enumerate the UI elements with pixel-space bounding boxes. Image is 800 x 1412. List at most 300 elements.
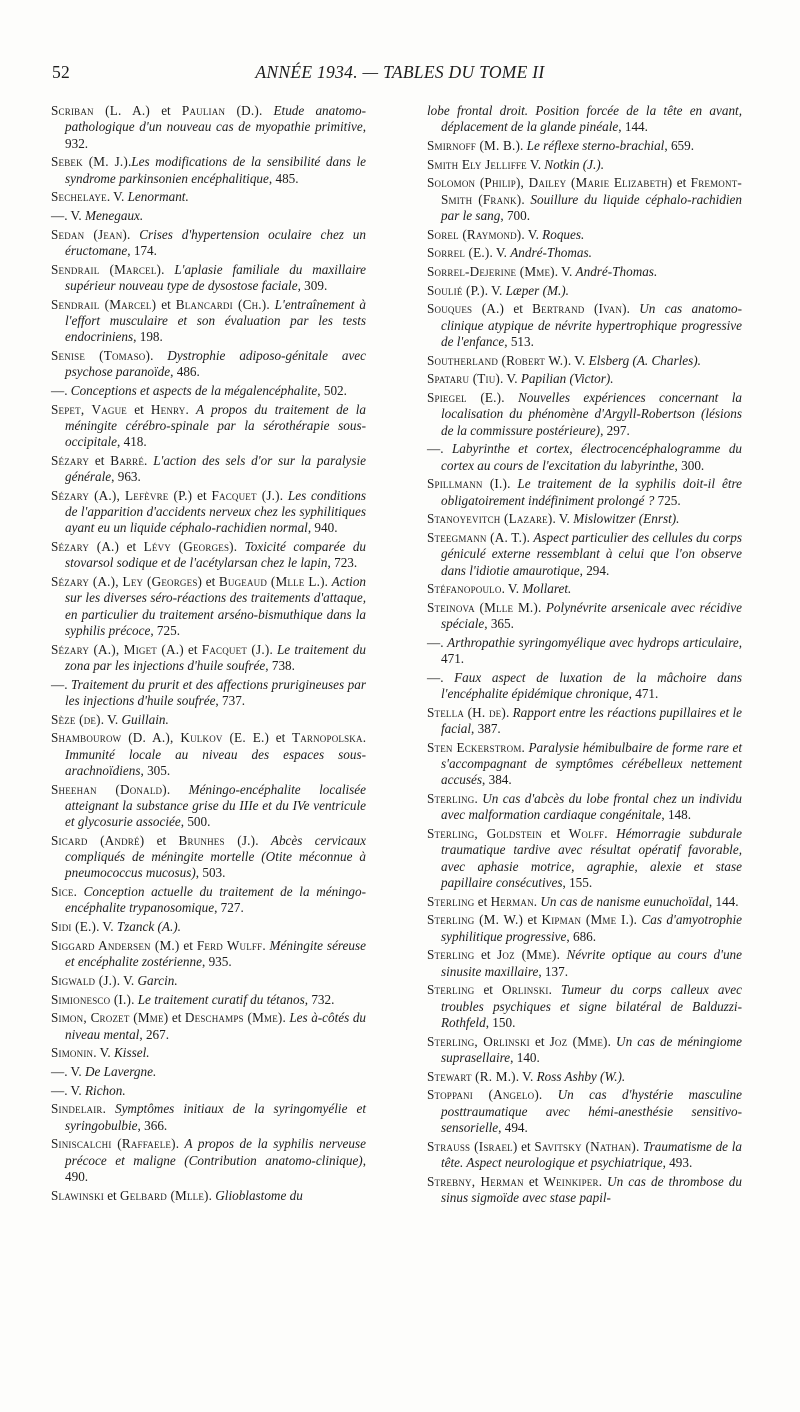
entry-text: , 700.	[500, 207, 531, 223]
index-column-right	[427, 103, 742, 1209]
entry-text: .	[635, 1138, 643, 1154]
index-entry	[427, 530, 742, 579]
index-entry	[51, 574, 366, 639]
entry-text: , 490.	[65, 1152, 366, 1184]
entry-text: .	[626, 301, 640, 317]
entry-text: .	[127, 226, 140, 242]
entry-text: et	[89, 452, 111, 468]
article-title: Polynévrite arsenicale avec récidive spéciale	[441, 599, 742, 632]
author-name: Sézary (A.), Lefèvre (P.)	[51, 487, 193, 503]
entry-text: .	[166, 781, 189, 797]
index-entry	[427, 1069, 742, 1085]
index-entry	[51, 1083, 366, 1099]
index-entry	[51, 208, 366, 224]
article-title: Tzanck (A.).	[116, 919, 181, 935]
entry-text: —. V.	[51, 1063, 85, 1079]
author-name: Sechelaye	[51, 189, 107, 205]
index-entry	[427, 826, 742, 891]
entry-text: .	[255, 832, 271, 848]
entry-text: , 502.	[317, 382, 347, 398]
author-name: Sterling	[427, 982, 475, 998]
article-title: Abcès cervicaux compliqués de méningite mortelle (Otite méconnue à pneumococcus mucosus)	[65, 832, 366, 881]
index-entry	[51, 938, 366, 971]
author-name: Lévy (Georges)	[143, 539, 234, 555]
article-title: Lenormant.	[127, 189, 189, 205]
index-entry	[51, 1045, 366, 1061]
author-name: Soulié (P.)	[427, 282, 485, 298]
entry-text: , 940.	[307, 520, 338, 536]
index-entry	[427, 301, 742, 350]
entry-text: et	[672, 175, 691, 191]
index-entry	[51, 189, 366, 205]
index-entry	[51, 262, 366, 295]
article-title: Les à-côtés du niveau mental	[65, 1010, 367, 1042]
entry-text: , 485.	[268, 170, 299, 186]
entry-text: , 150.	[485, 1014, 516, 1030]
entry-text: , 267.	[139, 1026, 170, 1042]
entry-text: , 137.	[538, 963, 568, 979]
article-title: Le traitement du zona par les injections d'huile soufrée	[65, 641, 366, 673]
entry-text: .	[269, 641, 277, 657]
entry-text: , 294.	[579, 562, 610, 578]
index-entry	[427, 353, 742, 369]
article-title: Læper (M.).	[505, 282, 569, 298]
index-entry	[51, 1064, 366, 1080]
index-entry	[51, 919, 366, 935]
article-title: Les modifications de la sensibilité dans le syndrome parkinsonien encéphalitique	[65, 154, 366, 186]
author-name: Sindelair	[51, 1101, 103, 1117]
entry-text: et	[183, 641, 202, 657]
entry-text: . V.	[521, 226, 543, 242]
article-title: Arthropathie syringomyélique avec hydrops articulaire	[447, 634, 739, 650]
entry-text: .	[507, 476, 518, 492]
entry-text: .	[73, 884, 84, 900]
author-name: Steinova (Mlle M.)	[427, 599, 538, 615]
entry-text: , 471.	[441, 634, 742, 667]
index-entry	[427, 982, 742, 1031]
entry-text: et	[474, 947, 498, 963]
index-column-left	[51, 103, 366, 1206]
article-title: Roques.	[542, 226, 585, 242]
author-name: Brunhes (J.)	[178, 832, 256, 848]
entry-text: .	[537, 599, 546, 615]
article-title: Garcin.	[137, 972, 178, 988]
article-title: Méningite séreuse et encéphalite zostérienne	[65, 937, 366, 970]
entry-text: , 309.	[297, 277, 328, 293]
article-title: Un cas de thrombose du sinus sigmoïde avec stase papil-	[441, 1173, 742, 1205]
entry-text: .	[604, 826, 617, 842]
entry-text: , 725.	[150, 622, 180, 638]
article-title: Labyrinthe et cortex, électrocencéphalogramme du cortex au cours de l'excitation du labyrinthe	[441, 441, 743, 473]
index-entry	[427, 600, 742, 633]
author-name: Sterling	[427, 893, 475, 909]
index-entry	[427, 511, 742, 527]
entry-text: , 486.	[170, 364, 200, 380]
entry-text: et	[517, 1138, 535, 1154]
index-entry	[51, 488, 366, 537]
entry-text: . V.	[106, 189, 128, 205]
index-entry	[427, 1139, 742, 1172]
author-name: Spataru (Tiu)	[427, 371, 501, 387]
author-name: Facquet (J.)	[211, 487, 280, 503]
entry-text: et	[149, 103, 182, 118]
author-name: Simionesco (I.)	[51, 991, 132, 1007]
entry-text: , 494.	[498, 1119, 528, 1135]
author-name: Sicard (André)	[51, 832, 145, 848]
entry-text: , 727.	[214, 900, 244, 916]
article-title: André-Thomas.	[575, 264, 658, 280]
index-entry	[427, 138, 742, 154]
entry-text: et	[504, 301, 533, 317]
article-title: Kissel.	[114, 1045, 150, 1061]
running-title: ANNÉE 1934. — TABLES DU TOME II	[255, 62, 545, 82]
entry-text: et	[202, 574, 219, 590]
index-entry	[427, 912, 742, 945]
entry-text: . V.	[484, 282, 506, 298]
author-name: Sèze (de)	[51, 711, 101, 727]
author-name: Sidi (E.)	[51, 919, 97, 935]
entry-text: , 155.	[562, 875, 593, 891]
article-title: Richon.	[84, 1082, 126, 1098]
entry-text: et	[192, 487, 212, 503]
index-entry	[51, 402, 366, 451]
author-name: Sepet, Vague	[51, 401, 128, 417]
entry-text: , 659.	[664, 137, 695, 153]
entry-text: , 737.	[215, 692, 246, 708]
index-entry	[427, 283, 742, 299]
article-title: Le réflexe sterno-brachial	[526, 137, 665, 153]
index-entry	[427, 476, 742, 509]
article-title: Un cas d'abcès du lobe frontal chez un individu avec malformation cardiaque congénitale	[441, 791, 742, 823]
entry-text: .	[102, 1101, 115, 1117]
article-title: Papilian (Victor).	[520, 371, 614, 387]
author-name: Smirnoff (M. B.)	[427, 137, 521, 153]
index-entry	[51, 712, 366, 728]
entry-text: —.	[51, 382, 71, 398]
index-entry	[427, 740, 742, 789]
author-name: Sézary (A.)	[51, 539, 120, 555]
author-name: Fremont-Smith (Frank)	[441, 175, 742, 207]
entry-text: , 174.	[127, 242, 157, 258]
entry-text: .	[144, 452, 154, 468]
index-entry	[51, 539, 366, 572]
author-name: Stella (H. de)	[427, 704, 506, 720]
index-entry	[427, 103, 742, 136]
index-entry	[51, 642, 366, 675]
author-name: Stéfanopoulo	[427, 581, 502, 597]
article-title: Un cas anatomo-clinique atypique de névrite hypertrophique progressive de l'enfance	[441, 301, 742, 349]
entry-text: , 366.	[137, 1117, 168, 1133]
author-name: Barré	[110, 452, 145, 468]
entry-text: .	[633, 912, 642, 928]
entry-text: , 503.	[195, 865, 226, 881]
author-name: Solomon (Philip), Dailey (Marie Elizabeth)	[427, 175, 673, 191]
author-name: Sorel (Raymond)	[427, 226, 522, 242]
entry-text: . V.	[567, 352, 589, 368]
entry-text: et	[119, 539, 144, 555]
article-title: Traitement du prurit et des affections prurigineuses par les injections d'huile soufrée	[65, 676, 367, 708]
entry-text: , 387.	[471, 721, 501, 737]
article-title: Rapport entre les réactions pupillaires et le facial	[441, 704, 742, 737]
index-entry	[427, 1034, 742, 1067]
entry-text: , 384.	[482, 772, 512, 788]
article-title: Toxicité comparée du stovarsol sodique et de l'acétylarsan chez le lapin	[65, 539, 367, 571]
author-name: Wolff	[568, 826, 605, 842]
entry-text: —. V.	[51, 1082, 85, 1098]
article-title: Méningo-encéphalite localisée atteignant la substance grise du IIIe et du IVe ventricule et glycosurie associée	[65, 781, 366, 830]
entry-text: V.	[526, 156, 545, 172]
article-title: Guillain.	[121, 711, 169, 727]
article-title: L'action des sels d'or sur la paralysie générale	[65, 452, 366, 485]
entry-text: .	[556, 947, 567, 963]
index-entry	[427, 441, 742, 474]
index-entry	[427, 1087, 742, 1136]
article-title: Mislowitzer (Enrst).	[573, 511, 680, 527]
article-title: Aspect particulier des cellules du corps géniculé externe ressemblant à celui que l'on observe dans l'idiotie amaurotique	[441, 529, 742, 578]
entry-text: et	[474, 982, 502, 998]
author-name: Joz (Mme)	[549, 1033, 608, 1049]
article-title: Immunité locale au niveau des espaces sous-arachnoïdiens	[65, 746, 366, 778]
author-name: Tarnopolska	[291, 730, 363, 746]
entry-text: .	[262, 937, 270, 953]
author-name: Sendrail (Marcel)	[51, 261, 162, 277]
entry-text: .	[161, 261, 175, 277]
author-name: Facquet (J.)	[201, 641, 270, 657]
entry-text: .	[362, 730, 366, 746]
author-name: Sebek (M. J.)	[51, 154, 128, 170]
index-entry	[427, 635, 742, 668]
article-title: Paralysie hémibulbaire de forme rare et s'accompagnant de symptômes cérébelleux nettement accusés	[441, 739, 743, 788]
index-entry	[51, 227, 366, 260]
entry-text: , 300.	[674, 457, 705, 473]
entry-text: , 723.	[327, 555, 358, 571]
entry-text: .	[131, 991, 138, 1007]
author-name: Kipman (Mme I.)	[541, 912, 634, 928]
entry-text: . V.	[93, 1045, 115, 1061]
author-name: Sterling, Goldstein	[427, 826, 543, 842]
index-entry	[51, 297, 366, 346]
index-entry	[51, 1010, 366, 1043]
entry-text: .	[279, 487, 288, 503]
entry-text: .	[548, 982, 561, 998]
author-name: Simon, Crozet (Mme)	[51, 1010, 169, 1026]
entry-text: —.	[51, 676, 72, 692]
article-title: Hémorragie subdurale traumatique tardive avec résultat opératif favorable, avec aphasie motrice, agraphie, alexie et stase papillaire consécutives	[441, 826, 742, 891]
entry-text: . V.	[96, 919, 117, 935]
index-entry	[51, 677, 366, 710]
author-name: Sorrel-Dejerine (Mme)	[427, 264, 555, 280]
running-header	[52, 62, 748, 88]
article-title: Ross Ashby (W.).	[536, 1068, 626, 1084]
author-name: Strebny, Herman	[427, 1173, 524, 1189]
author-name: Slawinski	[51, 1187, 104, 1203]
article-title: De Lavergne.	[84, 1063, 157, 1079]
article-title: L'entraînement à l'effort musculaire et son évaluation par les tests endocriniens	[65, 296, 366, 345]
entry-text: et	[156, 296, 176, 312]
author-name: Stewart (R. M.)	[427, 1068, 516, 1084]
index-entry	[427, 581, 742, 597]
article-title: A propos du traitement de la méningite cérébro-spinale par la sérothérapie sous-occipitale	[65, 401, 366, 450]
author-name: Scriban (L. A.)	[51, 103, 150, 118]
author-name: Southerland (Robert W.)	[427, 352, 568, 368]
index-entry	[51, 383, 366, 399]
author-name: Sézary (A.), Ley (Georges)	[51, 574, 203, 590]
entry-text: —.	[427, 669, 455, 685]
author-name: Shambourow (D. A.), Kulkov (E. E.)	[51, 730, 270, 746]
entry-text: et	[523, 912, 542, 928]
index-entry	[427, 1174, 742, 1207]
entry-text: .	[128, 154, 132, 170]
article-title: Nouvelles expériences concernant la localisation du phénomène d'Argyll-Robertson (lésions de la commissure postérieure)	[441, 390, 742, 438]
index-entry	[51, 782, 366, 831]
entry-text: . V.	[501, 581, 523, 597]
index-entry	[427, 227, 742, 243]
article-title: Conception actuelle du traitement de la méningo-encéphalite trypanosomique	[65, 884, 367, 916]
article-title: Notkin (J.).	[544, 156, 604, 172]
author-name: Spillmann (I.)	[427, 476, 508, 492]
entry-text: , 732.	[304, 991, 335, 1007]
entry-text: .	[150, 347, 168, 363]
entry-text: , 963.	[111, 469, 141, 485]
author-name: Bugeaud (Mlle L.)	[218, 574, 325, 590]
entry-text: .	[501, 390, 518, 406]
entry-text: et	[144, 832, 179, 848]
entry-text: .	[185, 401, 196, 417]
entry-text: .	[598, 1173, 608, 1189]
article-title: Crises d'hypertension oculaire chez un éructomane	[65, 226, 366, 258]
author-name: Sterling, Orlinski	[427, 1033, 530, 1049]
author-name: Steegmann (A. T.)	[427, 529, 527, 545]
index-entry	[427, 390, 742, 439]
index-entry	[427, 894, 742, 910]
author-name: Simonin	[51, 1045, 94, 1061]
entry-text: .	[258, 103, 274, 118]
article-title: Faux aspect de luxation de la mâchoire dans l'encéphalite épidémique chronique	[441, 669, 742, 702]
index-entry	[51, 453, 366, 486]
entry-text: , 198.	[133, 329, 163, 345]
entry-text: et	[127, 401, 151, 417]
author-name: Souques (A.)	[427, 301, 505, 317]
article-title: Dystrophie adiposo-génitale avec psychose paranoïde	[65, 347, 367, 380]
author-name: Blancardi (Ch.)	[175, 296, 267, 312]
entry-text: 725.	[654, 492, 681, 508]
entry-text: —. V.	[51, 207, 85, 223]
entry-text: .	[538, 1087, 558, 1103]
author-name: Savitsky (Nathan)	[534, 1138, 636, 1154]
index-entry	[51, 154, 366, 187]
entry-text: et	[523, 1173, 544, 1189]
index-entry	[51, 1136, 366, 1185]
page-number: 52	[52, 62, 71, 82]
entry-text: et	[542, 826, 569, 842]
article-title: Mollaret.	[522, 581, 572, 597]
author-name: Sterling (M. W.)	[427, 912, 524, 928]
entry-text: et	[168, 1010, 185, 1026]
entry-text: , 686.	[566, 928, 597, 944]
article-title: Glioblastome du	[215, 1187, 303, 1203]
entry-text: , 935.	[201, 954, 232, 970]
entry-text: et	[103, 1187, 121, 1203]
index-entry	[51, 730, 366, 779]
author-name: Sice	[51, 884, 74, 900]
author-name: Sigwald (J.)	[51, 972, 117, 988]
entry-text: .	[175, 1136, 185, 1152]
author-name: Bertrand (Ivan)	[532, 301, 627, 317]
article-title: Action sur les diverses séro-réactions des traitements d'attaque, en particulier du traitement arséno-bismuthique dans la syphilis précoce	[65, 574, 367, 638]
author-name: Sterling	[427, 947, 475, 963]
author-name: Gelbard (Mlle)	[120, 1187, 209, 1203]
entry-text: .	[533, 893, 541, 909]
index-entry	[51, 103, 366, 152]
entry-text: et	[474, 893, 491, 909]
author-name: Stanoyevitch (Lazare)	[427, 511, 553, 527]
article-title: Tumeur du corps calleux avec troubles psychiques et signe bilatéral de Balduzzi-Rothfeld	[441, 982, 742, 1030]
author-name: Siniscalchi (Raffaele)	[51, 1136, 176, 1152]
index-entry	[51, 884, 366, 917]
entry-text: . V.	[515, 1068, 537, 1084]
author-name: Joz (Mme)	[497, 947, 557, 963]
index-entry	[427, 670, 742, 703]
entry-text: , 513.	[504, 333, 534, 349]
author-name: Sten Eckerstrom	[427, 739, 522, 755]
author-name: Strauss (Israel)	[427, 1138, 518, 1154]
author-name: Herman	[490, 893, 534, 909]
entry-text: , 932.	[65, 119, 366, 151]
entry-text: .	[282, 1010, 290, 1026]
entry-text: , 297.	[600, 422, 630, 438]
author-name: Weinkiper	[543, 1173, 599, 1189]
entry-text: —.	[427, 441, 452, 457]
author-name: Spiegel (E.)	[427, 390, 502, 406]
entry-text: , 471.	[628, 686, 659, 702]
article-title: Menegaux.	[84, 207, 144, 223]
article-title: L'aplasie familiale du maxillaire supérieur nouveau type de dysostose faciale	[65, 261, 366, 293]
entry-text: . V.	[552, 511, 574, 527]
author-name: Stoppani (Angelo)	[427, 1087, 539, 1103]
entry-text: .	[324, 574, 332, 590]
entry-text: .	[521, 191, 531, 207]
entry-text: .	[474, 791, 483, 807]
author-name: Sorrel (E.)	[427, 245, 490, 261]
entry-text: .	[526, 529, 534, 545]
entry-text: .	[266, 296, 275, 312]
author-name: Henry	[150, 401, 186, 417]
author-name: Smith Ely Jelliffe	[427, 156, 527, 172]
entry-text: . V.	[500, 371, 521, 387]
entry-text: , 148.	[661, 807, 692, 823]
author-name: Senise (Tomaso)	[51, 347, 151, 363]
entry-text: .	[505, 704, 513, 720]
index-entry	[51, 348, 366, 381]
article-title: Un cas de méningiome suprasellaire	[441, 1033, 742, 1065]
index-entry	[427, 264, 742, 280]
index-entry	[427, 175, 742, 224]
entry-text: et	[529, 1033, 550, 1049]
entry-text: , 418.	[117, 434, 147, 450]
entry-text: , 305.	[140, 762, 171, 778]
author-name: Sheehan (Donald)	[51, 781, 167, 797]
article-title: lobe frontal droit. Position forcée de la tête en avant, déplacement de la glande pinéale	[427, 103, 742, 135]
article-title: Symptômes initiaux de la syringomyélie et syringobulbie	[65, 1101, 366, 1133]
author-name: Orlinski	[501, 982, 549, 998]
entry-text: . V.	[489, 245, 511, 261]
index-entry	[427, 705, 742, 738]
article-title: Un cas d'hystérie masculine posttraumatique avec hémi-anesthésie sensitivo-sensorielle	[441, 1087, 743, 1135]
entry-text: , 144.	[708, 893, 739, 909]
index-entry	[427, 791, 742, 824]
article-title: Le traitement curatif du tétanos	[137, 991, 305, 1007]
entry-text: .	[520, 137, 527, 153]
